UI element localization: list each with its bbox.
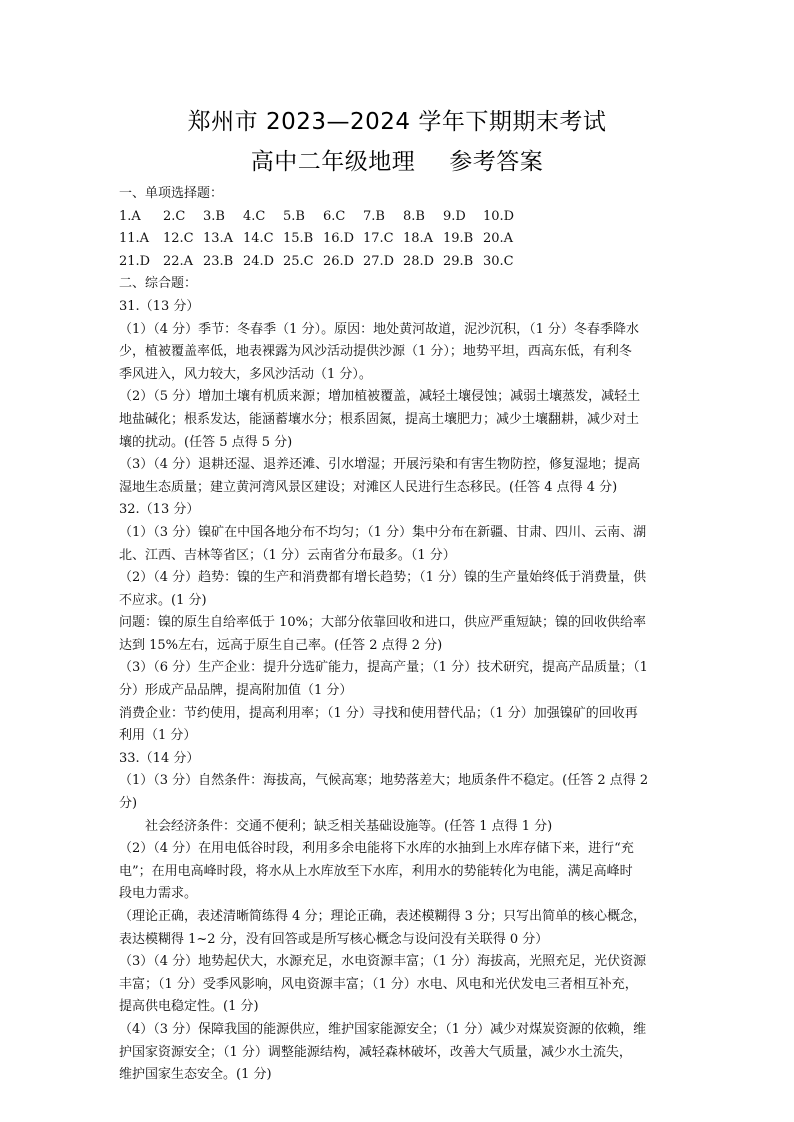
answer-item: 11.A [119, 231, 150, 247]
answer-item: 27.D [363, 253, 395, 269]
answer-item: 16.D [323, 231, 355, 247]
answer-line: （3）（4 分）地势起伏大，水源充足，水电资源丰富；（1 分）海拔高，光照充足，光伏资源 [119, 954, 647, 970]
answer-line: 丰富；（1 分）受季风影响，风电资源丰富；（1 分）水电、风电和光伏发电三者相互补充， [119, 976, 638, 992]
answer-item: 21.D [119, 253, 151, 269]
answer-line: 达到 15%左右，远高于原生自己率。(任答 2 点得 2 分) [119, 637, 443, 653]
answer-line: 表达模糊得 1~2 分，没有回答或是所写核心概念与设问没有关联得 0 分） [119, 931, 549, 947]
answer-line: （3）（6 分）生产企业：提升分选矿能力，提高产量；（1 分）技术研究，提高产品质量；（1 [119, 660, 648, 676]
answer-item: 25.C [283, 253, 314, 269]
answer-line: （4）（3 分）保障我国的能源供应，维护国家能源安全；（1 分）减少对煤炭资源的依赖，维 [119, 1021, 647, 1037]
answer-line: 壤的扰动。(任答 5 点得 5 分) [119, 434, 293, 450]
answer-line: （2）（4 分）在用电低谷时段，利用多余电能将下水库的水抽到上水库存储下来，进行“充 [119, 841, 634, 857]
answer-line: （1）（4 分）季节：冬春季（1 分）。原因：地处黄河故道，泥沙沉积，（1 分）冬春季降水 [119, 321, 639, 337]
answer-row [119, 251, 689, 274]
answer-item: 30.C [483, 253, 514, 269]
answer-line: （理论正确，表述清晰简练得 4 分；理论正确，表述模糊得 3 分；只写出简单的核心概念， [119, 909, 647, 924]
answer-item: 5.B [283, 208, 305, 224]
question-heading: 32.（13 分） [119, 502, 200, 518]
answer-line: 提高供电稳定性。(1 分) [119, 999, 259, 1015]
section-heading-comprehensive: 二、综合题： [119, 276, 198, 292]
answer-item: 7.B [363, 208, 385, 224]
answer-line: （1）（3 分）自然条件：海拔高，气候高寒；地势落差大；地质条件不稳定。(任答 2 点得 2 [119, 773, 649, 789]
answer-item: 17.C [363, 231, 394, 247]
exam-subtitle [0, 143, 794, 176]
answer-line: 分）形成产品品牌，提高附加值（1 分） [119, 683, 353, 699]
answer-line: （2）（5 分）增加土壤有机质来源；增加植被覆盖，减轻土壤侵蚀；减弱土壤蒸发，减轻土 [119, 389, 641, 405]
question-heading: 31.（13 分） [119, 298, 200, 314]
answer-item: 26.D [323, 253, 355, 269]
answer-item: 20.A [483, 231, 514, 247]
answer-line: （3）（4 分）退耕还湿、退养还滩、引水增湿；开展污染和有害生物防控，修复湿地；提高 [119, 457, 641, 473]
answer-line: 地盐碱化；根系发达，能涵蓄壤水分；根系固氮，提高土壤肥力；减少土壤翻耕，减少对土 [119, 411, 640, 427]
answer-item: 9.D [443, 208, 466, 224]
answer-line: 问题：镍的原生自给率低于 10%；大部分依靠回收和进口，供应严重短缺；镍的回收供给率 [119, 615, 647, 631]
question-heading: 33.（14 分） [119, 750, 200, 766]
answer-line: 少，植被覆盖率低，地表裸露为风沙活动提供沙源（1 分）；地势平坦，西高东低，有利冬 [119, 344, 632, 360]
subject-label: 高中二年级地理 [250, 149, 416, 175]
answer-item: 1.A [119, 208, 141, 224]
answer-item: 28.D [403, 253, 435, 269]
answer-line: 维护国家生态安全。(1 分) [119, 1067, 272, 1083]
answer-line: 消费企业：节约使用，提高利用率；（1 分）寻找和使用替代品；（1 分）加强镍矿的回收再 [119, 705, 638, 721]
answer-item: 15.B [283, 231, 314, 247]
answer-item: 4.C [243, 208, 266, 224]
answer-line: 北、江西、吉林等省区；（1 分）云南省分布最多。（1 分） [119, 547, 456, 563]
answer-item: 13.A [203, 231, 234, 247]
answer-item: 3.B [203, 208, 225, 224]
answer-content [119, 183, 689, 1087]
answer-item: 14.C [243, 231, 274, 247]
answer-item: 24.D [243, 253, 275, 269]
section-heading-multiple-choice: 一、单项选择题： [119, 186, 224, 201]
answer-line: 利用（1 分） [119, 728, 197, 744]
answer-item: 18.A [403, 231, 434, 247]
answer-item: 22.A [163, 253, 194, 269]
answer-line: 季风进入，风力较大，多风沙活动（1 分）。 [119, 366, 372, 382]
answer-row [119, 206, 689, 229]
answer-item: 12.C [163, 231, 194, 247]
answer-item: 19.B [443, 231, 474, 247]
answer-item: 6.C [323, 208, 346, 224]
answer-line: 段电力需求。 [119, 886, 198, 902]
answer-key-label: 参考答案 [449, 149, 544, 175]
answer-line: （1）（3 分）镍矿在中国各地分布不均匀；（1 分）集中分布在新疆、甘肃、四川、云南、湖 [119, 524, 647, 540]
answer-item: 10.D [483, 208, 515, 224]
answer-line: 社会经济条件：交通不便利；缺乏相关基础设施等。(任答 1 点得 1 分) [145, 818, 553, 834]
answer-item: 29.B [443, 253, 474, 269]
answer-line: （2）（4 分）趋势：镍的生产和消费都有增长趋势；（1 分）镍的生产量始终低于消费量，供 [119, 570, 647, 586]
answer-item: 8.B [403, 208, 425, 224]
answer-line: 不应求。(1 分) [119, 592, 207, 608]
answer-line: 护国家资源安全；（1 分）调整能源结构，减轻森林破坏，改善大气质量，减少水土流失， [119, 1044, 632, 1060]
answer-line: 电”；在用电高峰时段，将水从上水库放至下水库，利用水的势能转化为电能，满足高峰时 [119, 863, 633, 879]
exam-title: 郑州市 2023—2024 学年下期期末考试 [187, 109, 607, 135]
answer-item: 23.B [203, 253, 234, 269]
answer-item: 2.C [163, 208, 186, 224]
answer-line: 分) [119, 796, 138, 812]
answer-row [119, 228, 689, 251]
answer-line: 湿地生态质量；建立黄河湾风景区建设；对滩区人民进行生态移民。(任答 4 点得 4 分) [119, 479, 618, 495]
